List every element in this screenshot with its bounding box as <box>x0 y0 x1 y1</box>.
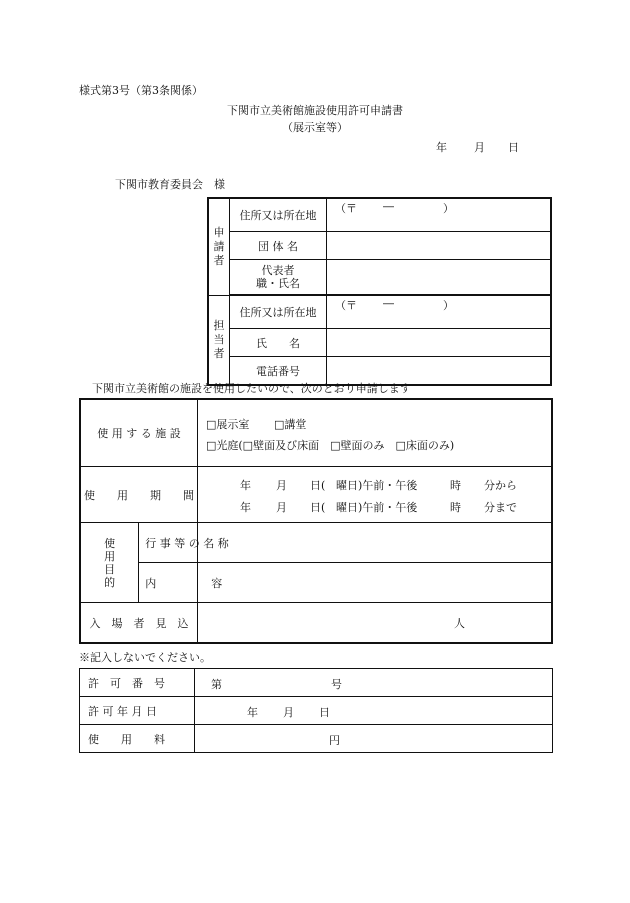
permit-number-label: 許 可 番 号 <box>80 669 195 697</box>
permit-date-month: 月 <box>283 706 294 719</box>
permit-date-label: 許 可 年 月 日 <box>80 697 195 725</box>
intro-text: 下関市立美術館の施設を使用したいので、次のとおり申請します <box>92 382 411 395</box>
contact-address-label: 住所又は所在地 <box>230 295 327 329</box>
form-number: 様式第3号（第3条関係） <box>79 84 203 97</box>
applicant-table <box>207 197 552 386</box>
facility-label: 使 用 す る 施 設 <box>80 399 198 467</box>
facility-options <box>198 399 553 467</box>
period-field[interactable] <box>198 467 553 523</box>
fee-label: 使 用 料 <box>80 725 195 753</box>
date-day: 日 <box>508 141 519 154</box>
contact-phone-label: 電話番号 <box>230 357 327 386</box>
contact-postal-close: ） <box>443 299 454 312</box>
period-label: 使 用 期 間 <box>80 467 198 523</box>
contact-side-label: 担当者 <box>208 295 230 385</box>
applicant-address-field[interactable] <box>327 198 552 232</box>
contact-postal-dash: ― <box>383 297 394 310</box>
period-start-day: 日( <box>310 479 326 492</box>
event-name-field[interactable] <box>198 523 553 563</box>
applicant-address-label: 住所又は所在地 <box>230 198 327 232</box>
permit-date-field <box>195 697 553 725</box>
period-end-month: 月 <box>276 501 287 514</box>
content-field[interactable] <box>198 563 553 603</box>
applicant-postal-close: ） <box>443 202 454 215</box>
form-subtitle: （展示室等） <box>282 121 348 134</box>
permit-number-suffix: 号 <box>331 678 342 691</box>
contact-name-field[interactable] <box>327 329 552 357</box>
applicant-group-label: 団 体 名 <box>230 232 327 260</box>
contact-postal-mark: （〒 <box>335 299 357 312</box>
content-label: 内 容 <box>139 563 198 603</box>
period-end-hour: 時 <box>450 501 461 514</box>
period-end-year: 年 <box>240 501 251 514</box>
period-start-hour: 時 <box>450 479 461 492</box>
purpose-side-label: 使用目的 <box>80 523 139 603</box>
applicant-postal-mark: （〒 <box>335 202 357 215</box>
facility-option-auditorium[interactable]: □講堂 <box>274 418 307 431</box>
applicant-rep-label: 代表者 職・氏名 <box>230 260 327 296</box>
period-start-year: 年 <box>240 479 251 492</box>
applicant-side-label: 申請者 <box>208 198 230 295</box>
contact-address-field[interactable] <box>327 295 552 329</box>
date-month: 月 <box>474 141 485 154</box>
fee-field <box>195 725 553 753</box>
facility-option-exhibition-room[interactable]: □展示室 <box>206 418 250 431</box>
period-start-from: 分から <box>484 479 517 492</box>
applicant-rep-field[interactable] <box>327 260 552 296</box>
attendance-label: 入 場 者 見 込 <box>80 603 198 644</box>
application-table <box>79 398 553 644</box>
addressee: 下関市教育委員会 様 <box>115 178 225 191</box>
attendance-field[interactable] <box>198 603 553 644</box>
fee-unit: 円 <box>329 734 340 747</box>
date-year: 年 <box>436 141 447 154</box>
applicant-group-field[interactable] <box>327 232 552 260</box>
office-note: ※記入しないでください。 <box>79 651 211 664</box>
form-title: 下関市立美術館施設使用許可申請書 <box>227 104 403 117</box>
period-end-weekday: 曜日)午前・午後 <box>336 501 418 514</box>
applicant-postal-dash: ― <box>383 200 394 213</box>
permit-date-year: 年 <box>247 706 258 719</box>
period-start-weekday: 曜日)午前・午後 <box>336 479 418 492</box>
period-end-day: 日( <box>310 501 326 514</box>
facility-option-courtyard[interactable]: □光庭(□壁面及び床面 □壁面のみ □床面のみ) <box>206 439 455 452</box>
office-use-table <box>79 668 553 753</box>
permit-number-prefix: 第 <box>211 678 222 691</box>
permit-number-field <box>195 669 553 697</box>
period-start-month: 月 <box>276 479 287 492</box>
period-end-to: 分まで <box>484 501 517 514</box>
attendance-unit: 人 <box>454 617 465 630</box>
event-name-label: 行 事 等 の 名 称 <box>139 523 198 563</box>
permit-date-day: 日 <box>319 706 330 719</box>
contact-name-label: 氏 名 <box>230 329 327 357</box>
